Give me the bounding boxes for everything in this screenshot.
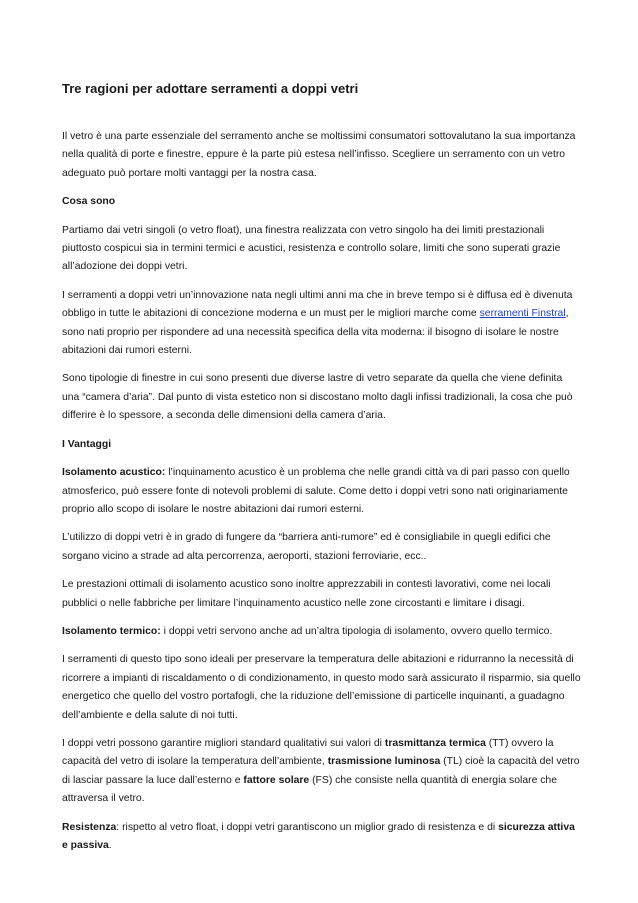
term-trasmissione-luminosa: trasmissione luminosa bbox=[327, 756, 441, 768]
term-fattore-solare: fattore solare bbox=[243, 774, 310, 786]
paragraph-text: l’inquinamento acustico è un problema che nelle grandi città va di pari passo con quello atmosferico, può essere fonte di notevoli problemi di salute. Come detto i doppi vetri sono nati originariamente proprio allo scopo di isolare le nostre abitazioni dai rumori esterni. bbox=[62, 467, 570, 515]
label-isolamento-termico: Isolamento termico: bbox=[62, 625, 161, 637]
term-sicurezza: sicurezza attiva e passiva bbox=[62, 821, 575, 851]
paragraph-text: . bbox=[108, 840, 112, 851]
paragraph-text: (TL) cioè la capacità del vetro di lasciar passare la luce dall’esterno e bbox=[62, 756, 580, 786]
paragraph-text: (FS) che consiste nella quantità di energia solare che attraversa il vetro. bbox=[62, 774, 557, 805]
paragraph-camera-aria: Sono tipologie di finestre in cui sono presenti due diverse lastre di vetro separate da quella che viene definita una “camera d’aria”. Dal punto di vista estetico non si discostano molto dagli infissi tradizionali, la cosa che può differire è lo spessore, a seconda delle dimensioni della camera d’aria. bbox=[62, 373, 573, 422]
paragraph-barriera: L’utilizzo di doppi vetri è in grado di fungere da “barriera anti-rumore” ed è consigliabile in quegli edifici che sorgano vicino a strade ad alta percorrenza, aeroporti, stazioni ferroviarie, ecc.. bbox=[62, 532, 551, 562]
paragraph-innovazione bbox=[62, 287, 582, 361]
paragraph-standard-qualitativi bbox=[62, 735, 582, 809]
section-heading-vantaggi: I Vantaggi bbox=[62, 438, 112, 450]
paragraph-text: , sono nati proprio per rispondere ad una necessità specifica della vita moderna: il bisogno di isolare le nostre abitazioni dai rumori esterni. bbox=[62, 308, 569, 357]
paragraph-text: I serramenti a doppi vetri un’innovazione nata negli ultimi anni ma che in breve tempo si è diffusa ed è divenuta obbligo in tutte le abitazioni di concezione moderna e un must per le migliori marche come bbox=[62, 289, 573, 320]
article-body bbox=[62, 128, 582, 865]
paragraph-contesti-lavorativi: Le prestazioni ottimali di isolamento acustico sono inoltre apprezzabili in contesti lavorativi, come nei locali pubblici o nelle fabbriche per limitare l’inquinamento acustico nelle zone circostanti e limitare i disagi. bbox=[62, 579, 551, 609]
paragraph-text: I doppi vetri possono garantire migliori standard qualitativi sui valori di bbox=[62, 737, 385, 749]
finstral-link[interactable]: serramenti Finstral bbox=[479, 308, 566, 320]
term-trasmittanza-termica: trasmittanza termica bbox=[384, 737, 486, 749]
paragraph-vetri-singoli: Partiamo dai vetri singoli (o vetro float), una finestra realizzata con vetro singolo ha dei limiti prestazionali piuttosto cospicui sia in termini termici e acustici, resistenza e controllo solare, limiti che sono superati grazie all’adozione dei doppi vetri. bbox=[62, 224, 561, 273]
paragraph-text: i doppi vetri servono anche ad un’altra tipologia di isolamento, ovvero quello termico. bbox=[160, 625, 553, 637]
paragraph-isolamento-termico bbox=[62, 623, 582, 641]
paragraph-risparmio: I serramenti di questo tipo sono ideali per preservare la temperatura delle abitazioni e ridurranno la necessità di ricorrere a impianti di riscaldamento o di condizionamento, in questo modo sarà assicurato il risparmio, sia quello energetico che quello del vostro portafogli, che la riduzione dell’emissione di particelle inquinanti, a guadagno dell’ambiente e della salute di noi tutti. bbox=[62, 654, 581, 721]
label-resistenza: Resistenza bbox=[62, 821, 117, 833]
label-isolamento-acustico: Isolamento acustico: bbox=[62, 467, 166, 479]
paragraph-text: (TT) ovvero la capacità del vetro di isolare la temperatura dell’ambiente, bbox=[62, 737, 554, 768]
paragraph-isolamento-acustico bbox=[62, 464, 582, 519]
page-title: Tre ragioni per adottare serramenti a doppi vetri bbox=[62, 81, 359, 96]
section-heading-cosa-sono: Cosa sono bbox=[62, 196, 116, 208]
paragraph-text: : rispetto al vetro float, i doppi vetri garantiscono un miglior grado di resistenza e di bbox=[116, 821, 499, 833]
intro-paragraph: Il vetro è una parte essenziale del serramento anche se moltissimi consumatori sottovalutano la sua importanza nella qualità di porte e finestre, eppure è la parte più estesa nell’infisso. Scegliere un serramento con un vetro adeguato può portare molti vantaggi per la nostra casa. bbox=[62, 131, 576, 179]
paragraph-resistenza bbox=[62, 819, 582, 856]
